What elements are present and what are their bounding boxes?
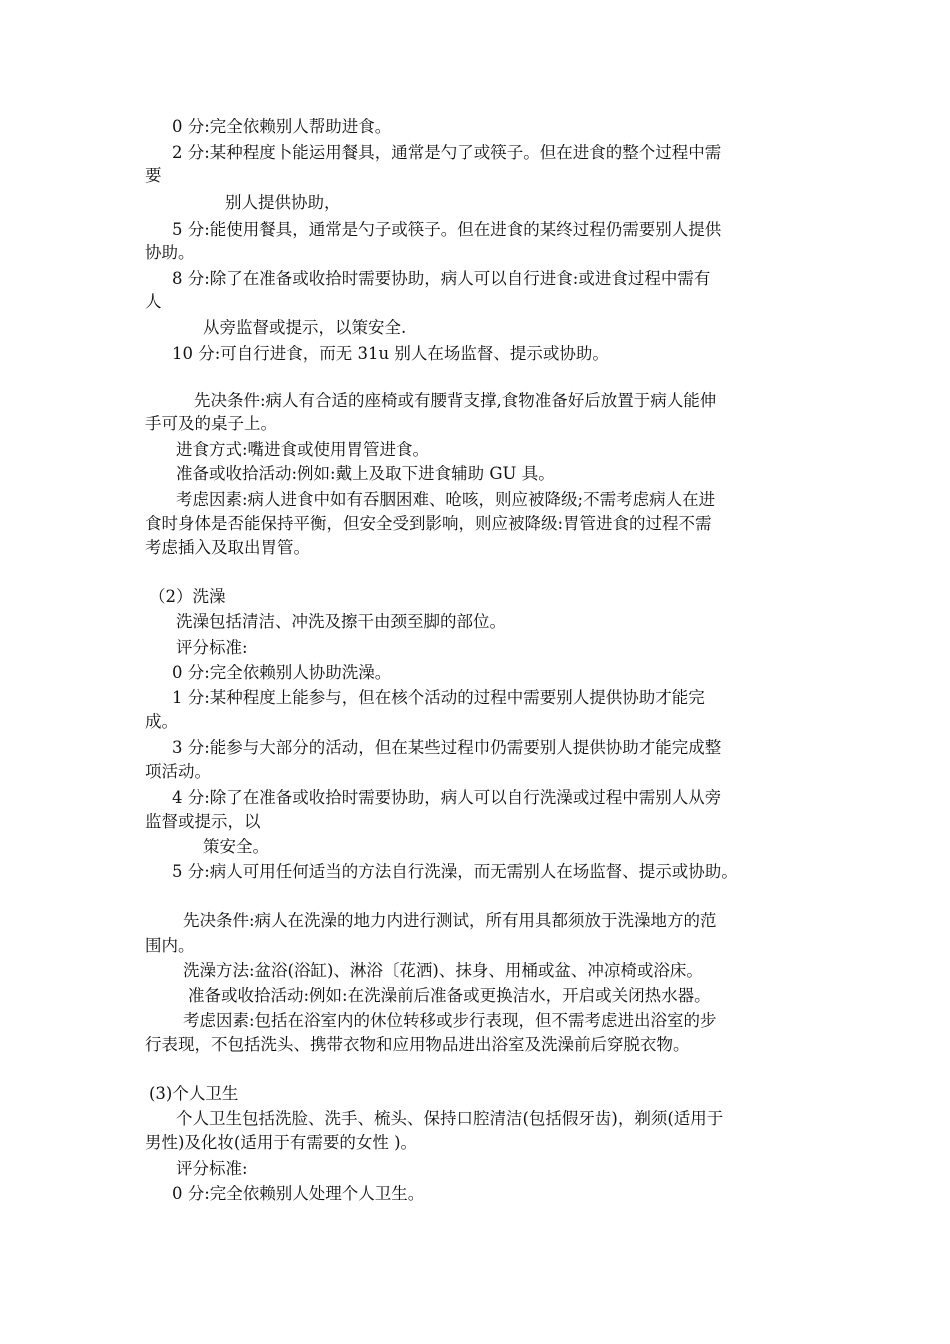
bathing-heading: （2）洗澡 [149,587,226,606]
hygiene-criteria-label: 评分标准: [176,1159,248,1178]
feeding-score-8: 8 分:除了在准备或收拾时需要协助，病人可以自行进食:或进食过程中需有 [172,269,711,288]
feeding-factors-cont: 食时身体是否能保持平衡，但安全受到影响，则应被降级:胃管进食的过程不需 [145,514,712,533]
feeding-prerequisite-cont: 手可及的桌子上。 [145,414,277,433]
bathing-score-3: 3 分:能参与大部分的活动，但在某些过程巾仍需要别人提供协助才能完成整 [172,738,722,757]
bathing-score-4-cont2: 策安全。 [203,837,269,856]
feeding-prerequisite: 先决条件:病人有合适的座椅或有腰背支撑,食物准备好后放置于病人能伸 [194,391,717,410]
bathing-factors: 考虑因素:包括在浴室内的休位转移或步行表现，但不需考虑进出浴室的步 [183,1011,717,1030]
bathing-method: 洗澡方法:盆浴(浴缸)、淋浴〔花洒)、抹身、用桶或盆、冲凉椅或浴床。 [183,961,703,980]
feeding-score-5-cont: 协助。 [145,243,195,262]
bathing-score-1-cont: 成。 [145,712,178,731]
feeding-factors: 考虑因素:病人进食中如有吞胭困难、呛咳，则应被降级;不需考虑病人在进 [176,490,716,509]
feeding-score-2-cont: 要 [145,166,162,185]
hygiene-description-cont: 男性)及化妆(适用于有需要的女性 )。 [145,1133,418,1152]
feeding-factors-cont2: 考虑插入及取出胃管。 [145,538,310,557]
bathing-score-1: 1 分:某种程度上能参与，但在核个活动的过程中需要别人提供协助才能完 [172,688,705,707]
feeding-method: 进食方式:嘴进食或使用胃管进食。 [176,440,430,459]
bathing-prerequisite-cont: 围内。 [145,936,195,955]
feeding-score-0: 0 分:完全依赖别人帮助进食。 [172,117,392,136]
bathing-score-3-cont: 项活动。 [145,762,211,781]
bathing-criteria-label: 评分标准: [176,638,248,657]
bathing-score-5: 5 分:病人可用任何适当的方法自行洗澡，而无需别人在场监督、提示或协助。 [172,862,738,881]
feeding-score-5: 5 分:能使用餐具，通常是勺子或筷子。但在进食的某终过程仍需要别人提供 [172,220,722,239]
feeding-score-8-cont2: 从旁监督或提示，以策安全. [203,318,407,337]
feeding-score-10: 10 分:可自行进食，而无 31u 别人在场监督、提示或协助。 [172,344,609,363]
feeding-score-2: 2 分:某种程度卜能运用餐具，通常是勺了或筷子。但在进食的整个过程中需 [172,143,722,162]
hygiene-heading: (3)个人卫生 [149,1084,239,1103]
bathing-score-0: 0 分:完全依赖别人协助洗澡。 [172,663,392,682]
bathing-score-4: 4 分:除了在准备或收拾时需要协助，病人可以自行洗澡或过程中需别人从旁 [172,788,722,807]
bathing-prerequisite: 先决条件:病人在洗澡的地力内进行测试，所有用具都须放于洗澡地方的范 [183,911,717,930]
hygiene-score-0: 0 分:完全依赖别人处理个人卫生。 [172,1184,425,1203]
bathing-factors-cont: 行表现，不包括洗头、携带衣物和应用物品进出浴室及洗澡前后穿脱衣物。 [145,1035,690,1054]
bathing-preparation: 准备或收拾活动:例如:在洗澡前后准备或更换洁水，开启或关闭热水器。 [188,986,711,1005]
feeding-preparation: 准备或收拾活动:例如:戴上及取下进食辅助 GU 具。 [176,464,555,483]
feeding-score-2-cont2: 别人提供协助， [225,193,341,212]
hygiene-description: 个人卫生包括洗脸、洗手、梳头、保持口腔清洁(包括假牙齿)，剃须(适用于 [176,1109,724,1128]
bathing-score-4-cont: 监督或提示，以 [145,812,261,831]
feeding-score-8-cont: 人 [145,292,162,311]
bathing-description: 洗澡包括清洁、冲洗及擦干由颈至脚的部位。 [176,612,506,631]
